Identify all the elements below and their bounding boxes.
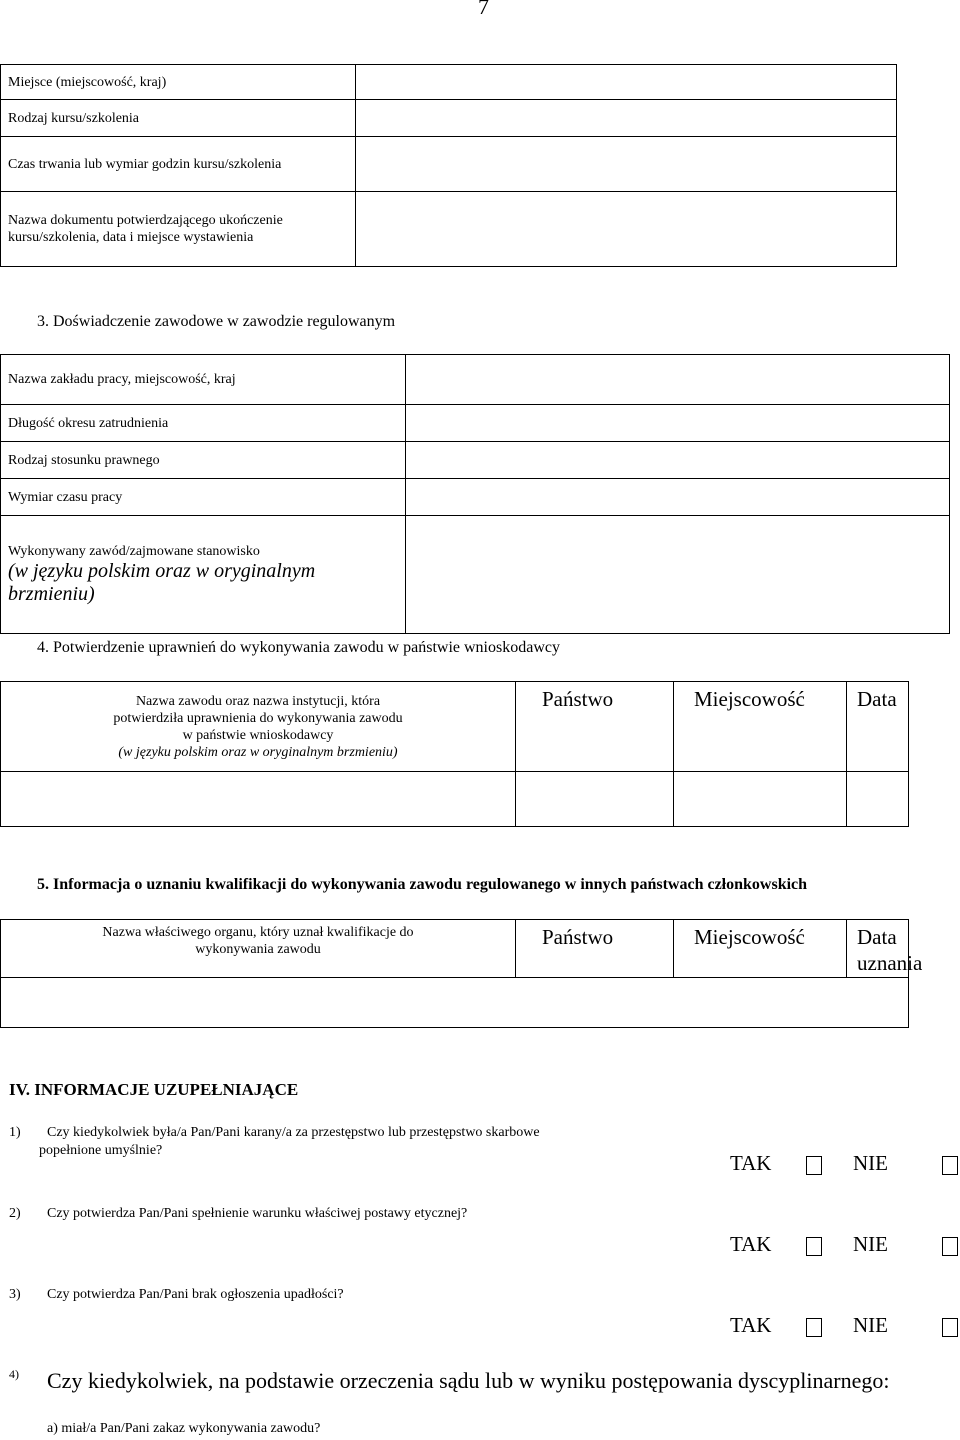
- field-document[interactable]: [356, 192, 897, 267]
- question-3-no-checkbox[interactable]: [942, 1318, 958, 1337]
- field-date[interactable]: [847, 772, 909, 827]
- field-country[interactable]: [516, 772, 674, 827]
- field-profession[interactable]: [1, 772, 516, 827]
- question-3-yes-checkbox[interactable]: [806, 1318, 822, 1337]
- recognition-table: [0, 919, 923, 1028]
- date-line-2: uznania: [857, 951, 923, 975]
- section-4-title: 4. Potwierdzenie uprawnień do wykonywania zawodu w państwie wnioskodawcy: [37, 639, 560, 656]
- row-label-position: [1, 516, 406, 634]
- question-3-number: 3): [9, 1287, 21, 1302]
- col-header-authority: [1, 920, 516, 978]
- question-4-number: 4): [9, 1367, 19, 1381]
- question-1-no-checkbox[interactable]: [942, 1156, 958, 1175]
- section-iv-title: IV. INFORMACJE UZUPEŁNIAJĄCE: [9, 1080, 299, 1099]
- authority-line-2: wykonywania zawodu: [195, 942, 321, 957]
- field-duration[interactable]: [356, 137, 897, 192]
- question-2-yes-label: TAK: [730, 1232, 772, 1256]
- experience-table: [0, 354, 950, 634]
- col-header-date-5: [847, 920, 923, 978]
- col-header-city-5: Miejscowość: [674, 920, 847, 978]
- col-header-city: Miejscowość: [674, 682, 847, 772]
- field-working-time[interactable]: [406, 479, 950, 516]
- date-line-1: Data: [857, 925, 897, 949]
- position-label: Wykonywany zawód/zajmowane stanowisko: [8, 544, 260, 559]
- course-table: [0, 64, 897, 267]
- row-label-course-type: Rodzaj kursu/szkolenia: [1, 100, 356, 137]
- position-note: (w języku polskim oraz w oryginalnym brzmieniu): [8, 560, 316, 605]
- question-2-no-label: NIE: [853, 1232, 888, 1256]
- profession-line-4: (w języku polskim oraz w oryginalnym brzmieniu): [118, 744, 398, 760]
- profession-line-3: w państwie wnioskodawcy: [182, 727, 334, 743]
- question-2-no-checkbox[interactable]: [942, 1237, 958, 1256]
- question-1-yes-label: TAK: [730, 1151, 772, 1175]
- profession-line-2: potwierdziła uprawnienia do wykonywania zawodu: [113, 710, 403, 726]
- question-4-text: Czy kiedykolwiek, na podstawie orzeczenia sądu lub w wyniku postępowania dyscyplinarnego:: [47, 1368, 890, 1393]
- question-1-no-label: NIE: [853, 1151, 888, 1175]
- col-header-date: Data: [847, 682, 909, 772]
- row-label-place: Miejsce (miejscowość, kraj): [1, 65, 356, 100]
- field-place[interactable]: [356, 65, 897, 100]
- question-4a-text: a) miał/a Pan/Pani zakaz wykonywania zawodu?: [47, 1421, 321, 1436]
- field-course-type[interactable]: [356, 100, 897, 137]
- question-1-text: [47, 1124, 607, 1142]
- authority-line-1: Nazwa właściwego organu, który uznał kwalifikacje do: [102, 925, 414, 940]
- page-number: 7: [478, 0, 489, 19]
- question-1-yes-checkbox[interactable]: [806, 1156, 822, 1175]
- section-3-title: 3. Doświadczenie zawodowe w zawodzie regulowanym: [37, 313, 396, 330]
- profession-line-1: Nazwa zawodu oraz nazwa instytucji, która: [135, 693, 381, 709]
- field-city[interactable]: [674, 772, 847, 827]
- field-position[interactable]: [406, 516, 950, 634]
- section-5-title: 5. Informacja o uznaniu kwalifikacji do wykonywania zawodu regulowanego w innych państwach członkowskich: [37, 876, 808, 893]
- row-label-working-time: Wymiar czasu pracy: [1, 479, 406, 516]
- license-table: [0, 681, 909, 827]
- question-1-line-1: Czy kiedykolwiek była/a Pan/Pani karany/a za przestępstwo lub przestępstwo skarbowe: [47, 1125, 540, 1140]
- question-1-line-2: popełnione umyślnie?: [39, 1143, 163, 1158]
- field-employer[interactable]: [406, 355, 950, 405]
- field-recognition[interactable]: [1, 978, 909, 1028]
- col-header-profession: [1, 682, 516, 772]
- question-2-yes-checkbox[interactable]: [806, 1237, 822, 1256]
- question-3-yes-label: TAK: [730, 1313, 772, 1337]
- row-label-duration: Czas trwania lub wymiar godzin kursu/szkolenia: [1, 137, 356, 192]
- question-1-number: 1): [9, 1125, 21, 1140]
- row-label-legal-relation: Rodzaj stosunku prawnego: [1, 442, 406, 479]
- row-label-employer: Nazwa zakładu pracy, miejscowość, kraj: [1, 355, 406, 405]
- question-2-text: Czy potwierdza Pan/Pani spełnienie warunku właściwej postawy etycznej?: [47, 1206, 468, 1221]
- col-header-country: Państwo: [516, 682, 674, 772]
- question-3-text: Czy potwierdza Pan/Pani brak ogłoszenia upadłości?: [47, 1287, 344, 1302]
- question-2-number: 2): [9, 1206, 21, 1221]
- col-header-country-5: Państwo: [516, 920, 674, 978]
- field-employment-length[interactable]: [406, 405, 950, 442]
- row-label-employment-length: Długość okresu zatrudnienia: [1, 405, 406, 442]
- field-legal-relation[interactable]: [406, 442, 950, 479]
- row-label-document: Nazwa dokumentu potwierdzającego ukończenie kursu/szkolenia, data i miejsce wystawienia: [1, 192, 356, 267]
- question-3-no-label: NIE: [853, 1313, 888, 1337]
